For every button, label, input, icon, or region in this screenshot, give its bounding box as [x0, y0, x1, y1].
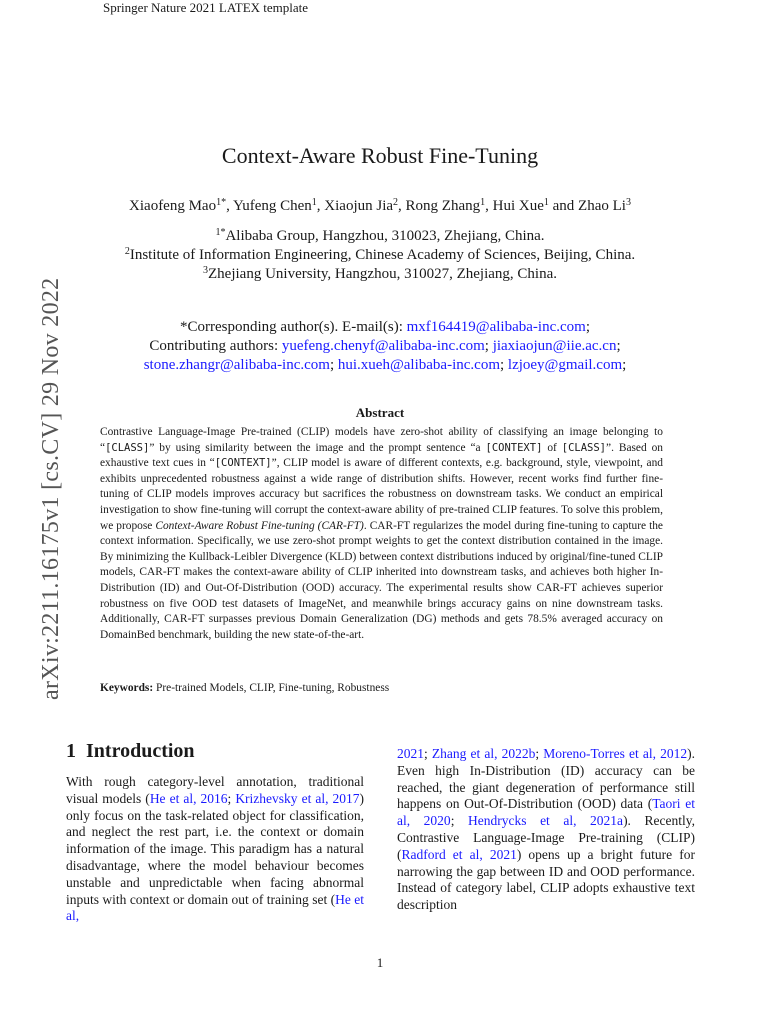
email-link[interactable]: yuefeng.chenyf@alibaba-inc.com [281, 338, 485, 354]
context-token: [CONTEXT] [485, 441, 543, 454]
email-link[interactable]: lzjoey@gmail.com [507, 357, 623, 373]
citation-link[interactable]: Radford et al, 2021 [401, 846, 517, 862]
running-header: Springer Nature 2021 LATEX template [103, 0, 309, 15]
author-sup: 3 [625, 197, 631, 208]
body-text: ). Even high In-Distribution (ID) accuracy can be reached, the giant degeneration of performance still happens on Out-Of-Distribution (OOD) data ( [397, 746, 695, 812]
email-link[interactable]: mxf164419@alibaba-inc.com [406, 319, 586, 335]
citation-link[interactable]: Krizhevsky et al, 2017 [235, 790, 360, 806]
citation-link[interactable]: He et al, 2016 [149, 790, 228, 806]
affiliation-sup: 2 [124, 246, 130, 257]
affiliation-text: Alibaba Group, Hangzhou, 310023, Zhejiang, China. [225, 228, 545, 244]
method-name: Context-Aware Robust Fine-tuning (CAR-FT) [155, 519, 364, 532]
section-title: Introduction [86, 740, 195, 762]
citation-link[interactable]: 2021 [397, 746, 424, 761]
author: Rong Zhang [405, 198, 481, 214]
abstract-heading: Abstract [355, 405, 405, 420]
body-text: With rough category-level annotation, traditional visual models ( [66, 774, 364, 806]
author-sup: 2 [393, 197, 399, 208]
contributing-label: Contributing authors: [149, 338, 279, 354]
abstract-text: ” by using similarity between the image and the prompt sentence “a [149, 441, 486, 454]
author: Yufeng Chen [233, 198, 312, 214]
body-text: ; [535, 746, 544, 761]
class-token: [CLASS] [561, 441, 607, 454]
affiliation [0, 266, 760, 283]
abstract-text: . CAR-FT regularizes the model during fine-tuning to capture the context information. Specifically, we use zero-shot prompt weights to get the context distribution contained in the image. By minimizing the Kullback-Leibler Divergence (KLD) between context distributions induced by original/fine-tuned CLIP models, CAR-FT makes the context-aware ability of CLIP inherited into downstream tasks, and achieves both higher In-Distribution (ID) and Out-Of-Distribution (OOD) accuracy. The experimental results show CAR-FT achieves superior robustness on five OOD test datasets of ImageNet, and meanwhile brings accuracy gains on nine downstream tasks. Additionally, CAR-FT surpasses previous Domain Generalization (DG) methods and gets 78.5% averaged accuracy on DomainBed benchmark, building the new state-of-the-art. [100, 519, 663, 641]
section-heading [66, 740, 195, 763]
abstract-text: ”, CLIP model is aware of different contexts, e.g. background, style, viewpoint, and exhibits unprecedented robustness against a wide range of distribution shifts. However, recent works find further fine-tuning of CLIP models improves accuracy but sacrifices the robustness on downstream tasks. We conduct an empirical investigation to show fine-tuning will corrupt the context-aware ability of pre-trained CLIP features. To solve this problem, we propose [100, 457, 663, 532]
corresponding-label: *Corresponding author(s). E-mail(s): [180, 319, 403, 335]
citation-link[interactable]: Zhang et al, 2022b [431, 746, 536, 761]
contact-block: *Corresponding author(s). E-mail(s): mxf164419@alibaba-inc.com; Contributing authors: yuefeng.chenyf@alibaba-inc.com; jiaxiaojun@iie.ac.cn; stone.zhangr@alibaba-inc.com; hui.xueh@alibaba-inc.com; lzjoey@gmail.com; [143, 319, 627, 373]
abstract-text: Contrastive Language-Image Pre-trained (CLIP) models have zero-shot ability of classifying an image belonging to “ [100, 426, 663, 454]
body-text: ; [450, 813, 469, 829]
citation-link[interactable]: He et al, [66, 891, 364, 924]
author: Zhao Li [578, 198, 626, 214]
keywords [100, 682, 663, 694]
keywords-label: Keywords: [100, 682, 154, 694]
right-column [397, 746, 695, 914]
author: Xiaojun Jia [324, 198, 394, 214]
email-link[interactable]: stone.zhangr@alibaba-inc.com [143, 357, 330, 373]
author-sup: 1 [543, 197, 549, 208]
abstract-text: ”. Based on exhaustive text cues in “ [100, 441, 663, 470]
body-text: ) only focus on the task-related object for classification, and neglect the rest part, i.e. the context or domain information of the image. This paradigm has a natural disadvantage, where the model behaviour becomes unstable and unpredictable when facing abnormal inputs with context or domain out of training set ( [66, 790, 364, 907]
author-list: Xiaofeng Mao$^{1*}$, Yufeng Chen$^1$, Xiaojun Jia$^2$, Rong Zhang$^1$, Hui Xue$^1$ and Zhao Li$^3$ [129, 197, 631, 214]
author-sup: 1 [480, 197, 486, 208]
section-number: 1 [66, 740, 76, 762]
citation-link[interactable]: Taori et al, 2020 [397, 796, 695, 829]
email-link[interactable]: jiaxiaojun@iie.ac.cn [492, 338, 617, 354]
body-text: ; [227, 790, 236, 806]
author: Hui Xue [492, 198, 544, 214]
email-link[interactable]: hui.xueh@alibaba-inc.com [337, 357, 500, 373]
citation-link[interactable]: Hendrycks et al, 2021a [468, 813, 624, 829]
affiliation-text: Zhejiang University, Hangzhou, 310027, Zhejiang, China. [208, 266, 557, 282]
author-sup: 1* [216, 197, 227, 208]
class-token: [CLASS] [105, 441, 150, 454]
affiliation [0, 228, 760, 245]
author-sup: 1 [311, 197, 317, 208]
keywords-text: Pre-trained Models, CLIP, Fine-tuning, Robustness [156, 682, 390, 694]
affiliation-sup: 1* [215, 227, 226, 238]
affiliation-text: Institute of Information Engineering, Chinese Academy of Sciences, Beijing, China. [129, 247, 636, 263]
affiliation [0, 247, 760, 264]
abstract-body [100, 425, 663, 643]
abstract-text: of [542, 441, 562, 454]
page-number: 1 [376, 955, 384, 970]
author: Xiaofeng Mao [129, 198, 217, 214]
body-text: ; [424, 746, 432, 761]
citation-link[interactable]: Moreno-Torres et al, 2012 [543, 746, 688, 761]
paper-title: Context-Aware Robust Fine-Tuning [221, 143, 539, 168]
context-token: [CONTEXT] [214, 457, 272, 470]
body-text: ) opens up a bright future for narrowing the gap between ID and OOD performance. Instead of category label, CLIP adopts exhaustive text description [397, 846, 695, 913]
arxiv-identifier: arXiv:2211.16175v1 [cs.CV] 29 Nov 2022 [38, 277, 64, 700]
body-text: ). Recently, Contrastive Language-Image Pre-training (CLIP) ( [397, 813, 695, 862]
left-column [66, 774, 364, 925]
affiliation-sup: 3 [203, 265, 209, 276]
